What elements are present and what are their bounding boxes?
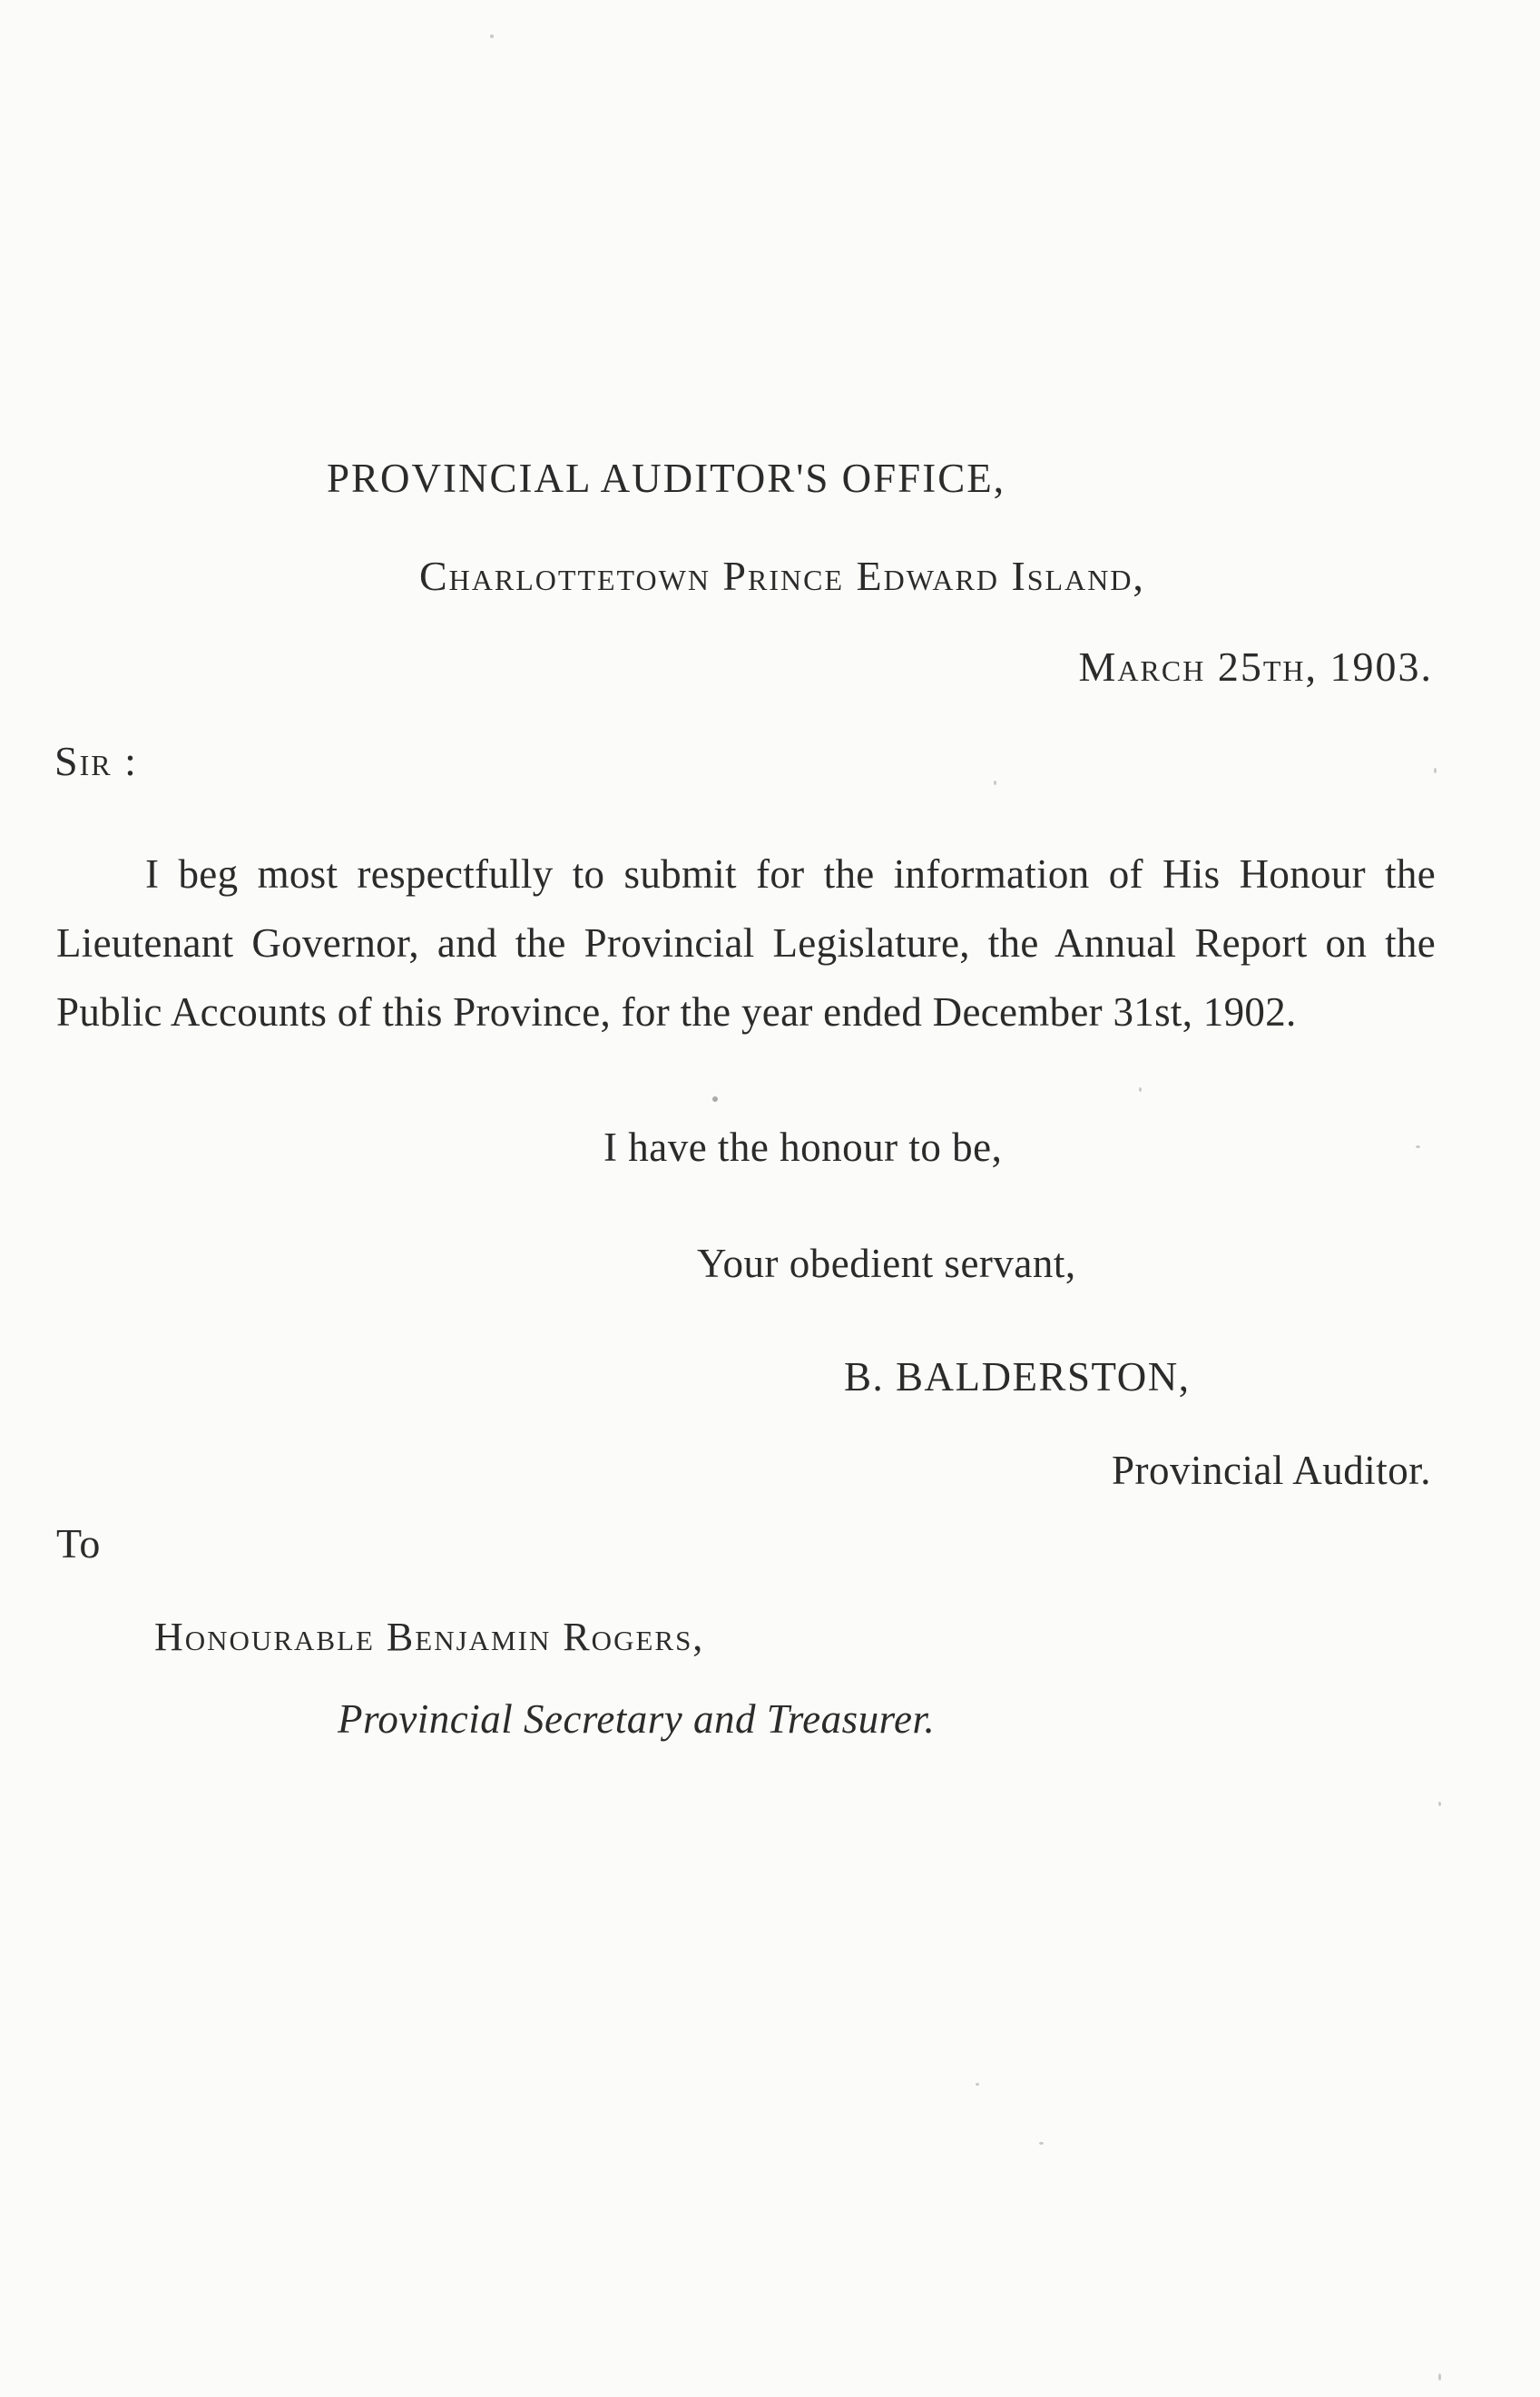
closing-line: I have the honour to be,: [603, 1125, 1003, 1170]
paper-speck: [1139, 1087, 1142, 1092]
to-label: To: [56, 1520, 101, 1567]
paper-speck: [490, 34, 494, 38]
paper-speck: [1039, 2142, 1044, 2145]
salutation: Sir :: [54, 738, 138, 784]
office-heading: PROVINCIAL AUDITOR'S OFFICE,: [327, 456, 1005, 501]
letter-date: March 25th, 1903.: [1078, 643, 1433, 690]
paper-speck: [994, 781, 996, 785]
signature-name: B. BALDERSTON,: [844, 1354, 1191, 1400]
paper-speck: [712, 1096, 718, 1102]
paper-speck: [1416, 1145, 1420, 1148]
office-location: Charlottetown Prince Edward Island,: [419, 553, 1145, 599]
addressee-name: Honourable Benjamin Rogers,: [154, 1615, 705, 1659]
signature-title: Provincial Auditor.: [1112, 1448, 1431, 1493]
letter-body: I beg most respectfully to submit for the information of His Honour the Lieutenant Governor, and the Provincial Legislature, the Annual Report on the Public Accounts of this Province, for the year ended December 31st, 1902.: [56, 851, 1436, 1035]
paper-speck: [1434, 768, 1437, 773]
addressee-title: Provincial Secretary and Treasurer.: [338, 1696, 936, 1742]
paper-speck: [976, 2083, 979, 2086]
closing-servant-line: Your obedient servant,: [697, 1241, 1076, 1286]
paper-speck: [1438, 2373, 1441, 2381]
paper-speck: [1438, 1802, 1441, 1806]
